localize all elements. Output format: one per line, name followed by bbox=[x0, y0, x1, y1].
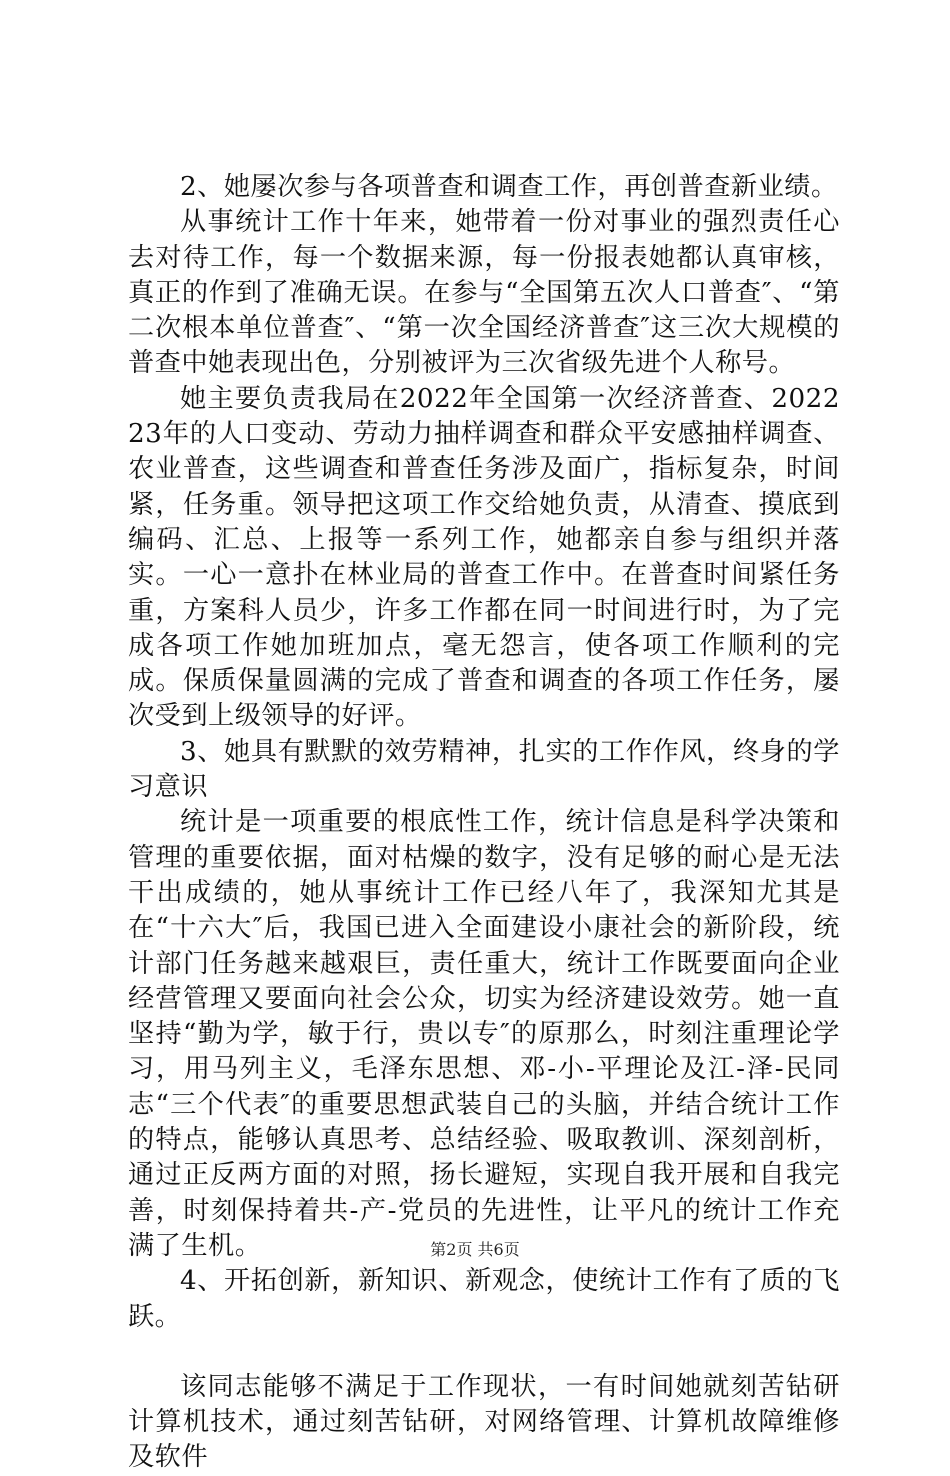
body-paragraph: 统计是一项重要的根底性工作，统计信息是科学决策和管理的重要依据，面对枯燥的数字，没有足够的耐心是无法干出成绩的，她从事统计工作已经八年了，我深知尤其是在“十六大″后，我国已进入全面建设小康社会的新阶段，统计部门任务越来越艰巨，责任重大，统计工作既要面向企业经营管理又要面向社会公众，切实为经济建设效劳。她一直坚持“勤为学，敏于行，贵以专″的原那么，时刻注重理论学习，用马列主义，毛泽东思想、邓-小-平理论及江-泽-民同志“三个代表″的重要思想武装自己的头脑，并结合统计工作的特点，能够认真思考、总结经验、吸取教训、深刻剖析，通过正反两方面的对照，扬长避短，实现自我开展和自我完善，时刻保持着共-产-党员的先进性，让平凡的统计工作充满了生机。 bbox=[128, 807, 840, 1261]
page-number-footer: 第2页 共6页 bbox=[430, 1240, 520, 1259]
document-body bbox=[128, 170, 840, 1476]
heading-item-3: 3、她具有默默的效劳精神，扎实的工作作风，终身的学习意识 bbox=[128, 736, 840, 803]
body-paragraph: 从事统计工作十年来，她带着一份对事业的强烈责任心去对待工作，每一个数据来源，每一份报表她都认真审核，真正的作到了准确无误。在参与“全国第五次人口普查″、“第二次根本单位普查″、“第一次全国经济普查″这三次大规模的普查中她表现出色，分别被评为三次省级先进个人称号。 bbox=[128, 207, 840, 379]
body-paragraph: 该同志能够不满足于工作现状，一有时间她就刻苦钻研计算机技术，通过刻苦钻研，对网络管理、计算机故障维修及软件 bbox=[128, 1371, 840, 1473]
heading-item-4: 4、开拓创新，新知识、新观念，使统计工作有了质的飞跃。 bbox=[128, 1266, 840, 1332]
heading-item-2: 2、她屡次参与各项普查和调查工作，再创普查新业绩。 bbox=[180, 172, 838, 202]
body-paragraph: 她主要负责我局在2022年全国第一次经济普查、202223年的人口变动、劳动力抽样调查和群众平安感抽样调查、农业普查，这些调查和普查任务涉及面广，指标复杂，时间紧，任务重。领导把这项工作交给她负责，从清查、摸底到编码、汇总、上报等一系列工作，她都亲自参与组织并落实。一心一意扑在林业局的普查工作中。在普查时间紧任务重，方案科人员少，许多工作都在同一时间进行时，为了完成各项工作她加班加点，毫无怨言，使各项工作顺利的完成。保质保量圆满的完成了普查和调查的各项工作任务，屡次受到上级领导的好评。 bbox=[128, 383, 840, 732]
paragraph-spacer bbox=[128, 1335, 840, 1370]
